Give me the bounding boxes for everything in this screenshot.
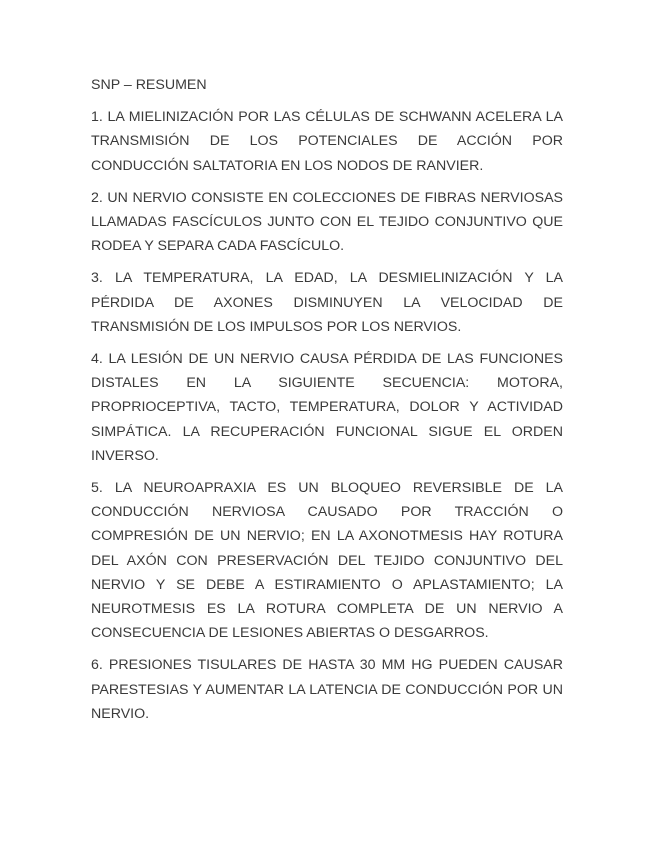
- document-page: [91, 73, 563, 734]
- paragraph-6: 6. PRESIONES TISULARES DE HASTA 30 MM HG PUEDEN CAUSAR PARESTESIAS Y AUMENTAR LA LATENCIA DE CONDUCCIÓN POR UN NERVIO.: [91, 657, 563, 722]
- paragraph-5: 5. LA NEUROAPRAXIA ES UN BLOQUEO REVERSIBLE DE LA CONDUCCIÓN NERVIOSA CAUSADO POR TRACCIÓN O COMPRESIÓN DE UN NERVIO; EN LA AXONOTMESIS HAY ROTURA DEL AXÓN CON PRESERVACIÓN DEL TEJIDO CONJUNTIVO DEL NERVIO Y SE DEBE A ESTIRAMIENTO O APLASTAMIENTO; LA NEUROTMESIS ES LA ROTURA COMPLETA DE UN NERVIO A CONSECUENCIA DE LESIONES ABIERTAS O DESGARROS.: [91, 480, 563, 642]
- paragraph-4: 4. LA LESIÓN DE UN NERVIO CAUSA PÉRDIDA DE LAS FUNCIONES DISTALES EN LA SIGUIENTE SECUENCIA: MOTORA, PROPRIOCEPTIVA, TACTO, TEMPERATURA, DOLOR Y ACTIVIDAD SIMPÁTICA. LA RECUPERACIÓN FUNCIONAL SIGUE EL ORDEN INVERSO.: [91, 351, 563, 464]
- document-title: SNP – RESUMEN: [91, 77, 207, 93]
- paragraph-3: 3. LA TEMPERATURA, LA EDAD, LA DESMIELINIZACIÓN Y LA PÉRDIDA DE AXONES DISMINUYEN LA VELOCIDAD DE TRANSMISIÓN DE LOS IMPULSOS POR LOS NERVIOS.: [91, 270, 563, 335]
- paragraph-2: 2. UN NERVIO CONSISTE EN COLECCIONES DE FIBRAS NERVIOSAS LLAMADAS FASCÍCULOS JUNTO CON EL TEJIDO CONJUNTIVO QUE RODEA Y SEPARA CADA FASCÍCULO.: [91, 189, 563, 255]
- paragraph-1: 1. LA MIELINIZACIÓN POR LAS CÉLULAS DE SCHWANN ACELERA LA TRANSMISIÓN DE LOS POTENCIALES DE ACCIÓN POR CONDUCCIÓN SALTATORIA EN LOS NODOS DE RANVIER.: [91, 109, 563, 174]
